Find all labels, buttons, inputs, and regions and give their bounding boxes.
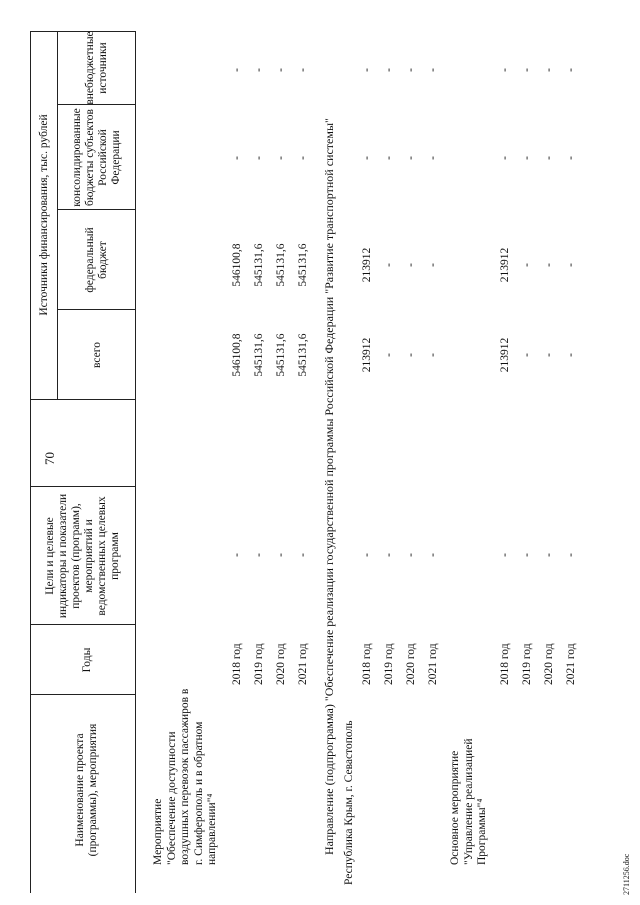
target-cell: - <box>521 553 533 557</box>
federal-cell: 213912 <box>499 247 511 283</box>
section-title: Направление (подпрограмма) "Обеспечение реализации государственной программы Российской Федерации "Развитие транспортной системы" <box>322 118 336 855</box>
total-cell: 213912 <box>361 337 373 373</box>
total-cell: 213912 <box>499 337 511 373</box>
header-total: всего <box>90 342 103 368</box>
table-top-border <box>30 31 31 893</box>
regional-cell: - <box>231 156 243 160</box>
extra-cell: - <box>405 68 417 72</box>
total-cell: - <box>521 353 533 357</box>
federal-cell: 545131,6 <box>297 243 309 287</box>
regional-cell: - <box>543 156 555 160</box>
federal-cell: 545131,6 <box>275 243 287 287</box>
region-crimea-sevastopol-name: Республика Крым, г. Севастополь <box>343 720 355 885</box>
regional-cell: - <box>383 156 395 160</box>
regional-cell: - <box>361 156 373 160</box>
total-cell: - <box>543 353 555 357</box>
extra-cell: - <box>275 68 287 72</box>
year-cell: 2020 год <box>405 643 417 685</box>
header-col-divider-2 <box>30 624 136 625</box>
page-number: 70 <box>42 452 57 465</box>
measure-air-transport-name: Мероприятие "Обеспечение доступности воздушных перевозок пассажиров в г. Симферополь и в обратном направлении"⁴ <box>152 688 218 865</box>
extra-cell: - <box>231 68 243 72</box>
regional-cell: - <box>253 156 265 160</box>
federal-cell: 545131,6 <box>253 243 265 287</box>
target-cell: - <box>231 553 243 557</box>
federal-cell: - <box>405 263 417 267</box>
header-funding-group: Источники финансирования, тыс. рублей <box>37 114 50 316</box>
year-cell: 2018 год <box>361 643 373 685</box>
extra-cell: - <box>383 68 395 72</box>
target-cell: - <box>565 553 577 557</box>
year-cell: 2018 год <box>231 643 243 685</box>
year-cell: 2021 год <box>427 643 439 685</box>
year-cell: 2020 год <box>543 643 555 685</box>
total-cell: - <box>405 353 417 357</box>
regional-cell: - <box>405 156 417 160</box>
header-targets: Цели и целевые индикаторы и показатели проектов (программ), мероприятий и ведомственных целевых программ <box>44 493 121 619</box>
header-col-divider-5 <box>57 309 136 310</box>
header-project-name: Наименование проекта (программы), мероприятия <box>74 723 99 857</box>
target-cell: - <box>297 553 309 557</box>
target-cell: - <box>427 553 439 557</box>
regional-cell: - <box>297 156 309 160</box>
regional-cell: - <box>499 156 511 160</box>
extra-cell: - <box>543 68 555 72</box>
regional-cell: - <box>521 156 533 160</box>
total-cell: 546100,8 <box>231 333 243 377</box>
year-cell: 2019 год <box>383 643 395 685</box>
year-cell: 2019 год <box>521 643 533 685</box>
target-cell: - <box>405 553 417 557</box>
header-col-divider-1 <box>30 694 136 695</box>
year-cell: 2018 год <box>499 643 511 685</box>
year-cell: 2020 год <box>275 643 287 685</box>
extra-cell: - <box>521 68 533 72</box>
extra-cell: - <box>499 68 511 72</box>
regional-cell: - <box>275 156 287 160</box>
federal-cell: - <box>543 263 555 267</box>
header-bottom-border <box>135 31 136 893</box>
header-col-divider-8 <box>30 31 136 32</box>
extra-cell: - <box>427 68 439 72</box>
year-cell: 2021 год <box>297 643 309 685</box>
federal-cell: - <box>565 263 577 267</box>
extra-cell: - <box>297 68 309 72</box>
total-cell: 545131,6 <box>297 333 309 377</box>
target-cell: - <box>275 553 287 557</box>
federal-cell: - <box>383 263 395 267</box>
extra-cell: - <box>253 68 265 72</box>
header-regional: консолидированные бюджеты субъектов Российской Федерации <box>71 108 122 207</box>
header-extrabudgetary: внебюджетные источники <box>84 31 109 105</box>
header-col-divider-4 <box>30 399 136 400</box>
header-federal: федеральный бюджет <box>84 227 109 293</box>
total-cell: - <box>383 353 395 357</box>
federal-cell: 546100,8 <box>231 243 243 287</box>
funding-group-divider <box>57 31 58 400</box>
header-col-divider-3 <box>30 486 136 487</box>
main-measure-program-management-name: Основное мероприятие "Управление реализацией Программы"⁴ <box>449 738 488 865</box>
total-cell: - <box>565 353 577 357</box>
target-cell: - <box>361 553 373 557</box>
federal-cell: - <box>521 263 533 267</box>
target-cell: - <box>253 553 265 557</box>
total-cell: 545131,6 <box>275 333 287 377</box>
target-cell: - <box>543 553 555 557</box>
header-years: Годы <box>80 647 93 673</box>
federal-cell: 213912 <box>361 247 373 283</box>
federal-cell: - <box>427 263 439 267</box>
target-cell: - <box>383 553 395 557</box>
year-cell: 2019 год <box>253 643 265 685</box>
extra-cell: - <box>361 68 373 72</box>
regional-cell: - <box>565 156 577 160</box>
extra-cell: - <box>565 68 577 72</box>
total-cell: 545131,6 <box>253 333 265 377</box>
regional-cell: - <box>427 156 439 160</box>
header-col-divider-6 <box>57 209 136 210</box>
document-id-footer: 2711256.doc <box>622 853 631 895</box>
year-cell: 2021 год <box>565 643 577 685</box>
target-cell: - <box>499 553 511 557</box>
total-cell: - <box>427 353 439 357</box>
